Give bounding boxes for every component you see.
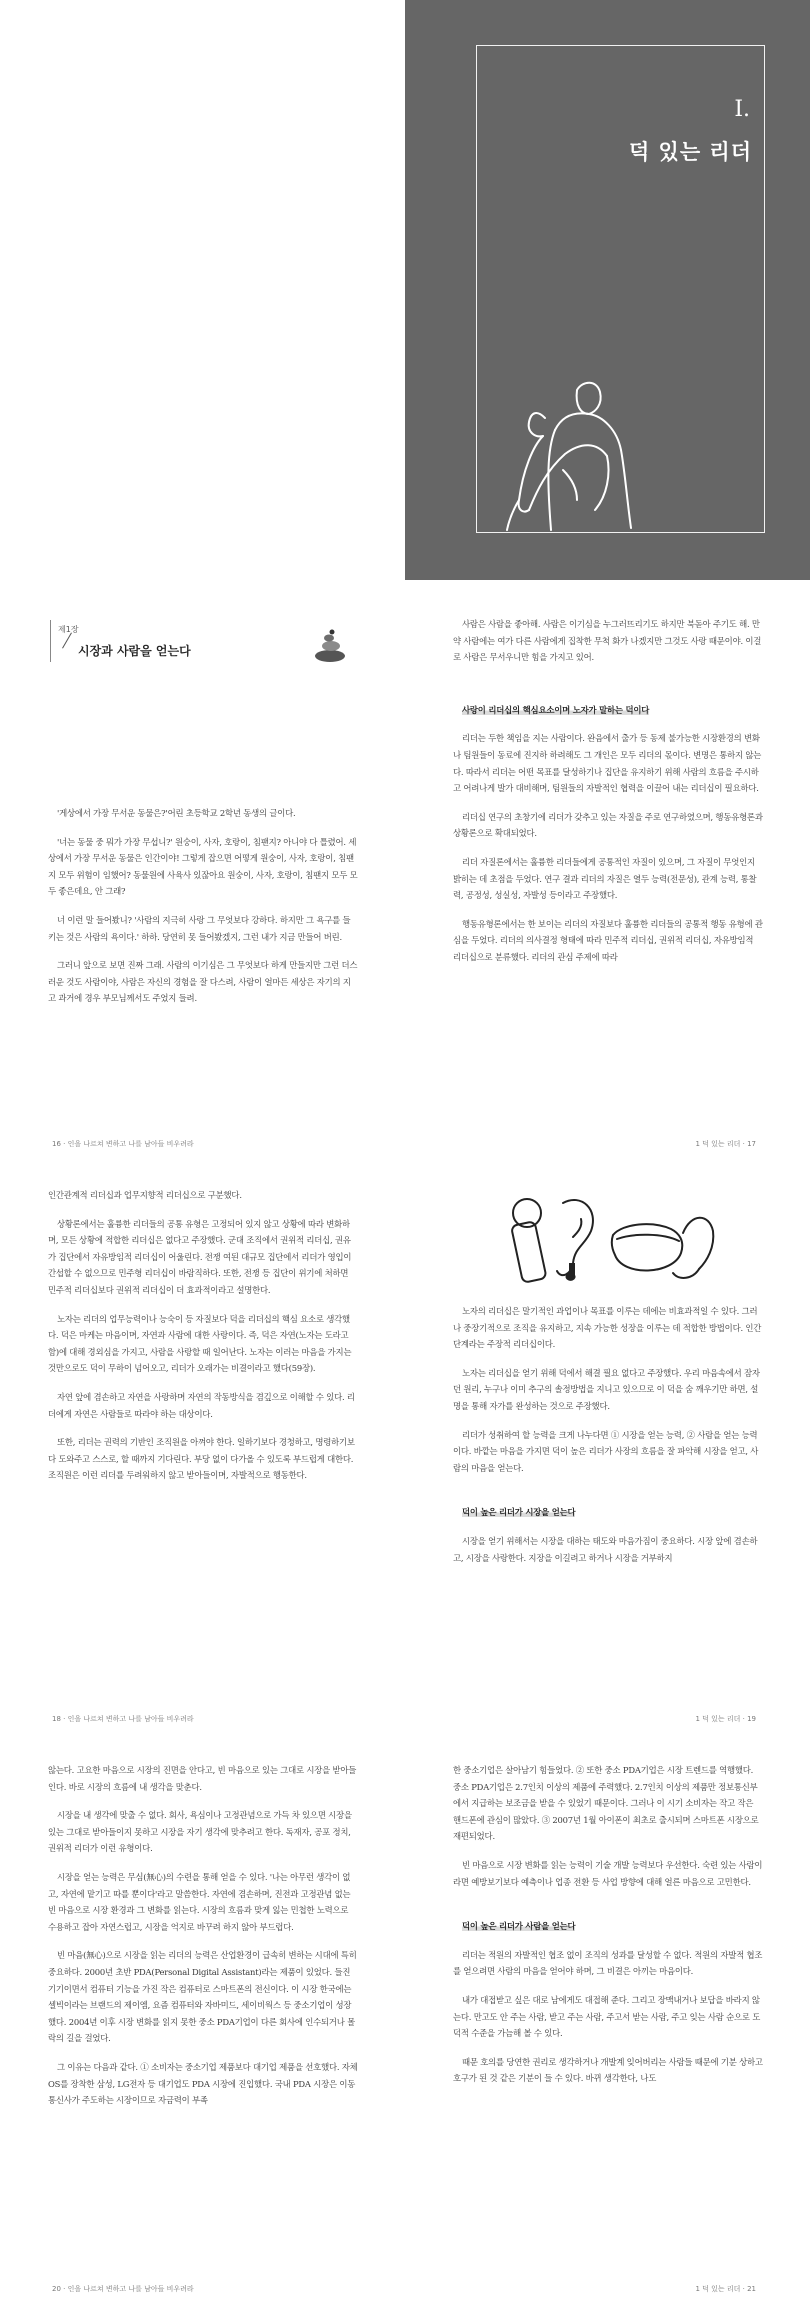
paragraph: 리더십 연구의 초창기에 리더가 갖추고 있는 자질을 주로 연구하였으며, 행동유형론과 상황론으로 확대되었다. <box>453 811 763 839</box>
paragraph: 너 이런 말 들어봤니? '사람의 지극히 사랑 그 무엇보다 강하다. 하지만 그 욕구를 들키는 것은 사람의 욕이다.' 하하. 당연히 못 들어봤겠지, 그런 내가 지금 만들어 버린. <box>48 914 351 942</box>
chapter-label: 제1장 <box>58 625 79 634</box>
page-footer: 20 · 인을 나르쳐 변하고 나를 남아들 비우려라 <box>52 2285 194 2293</box>
page-footer: 1 덕 있는 리더 · 17 <box>695 1140 756 1148</box>
paragraph: 리더가 성취하여 할 능력을 크게 나누다면 ① 시장을 얻는 능력, ② 사람을 얻는 능력이다. 바깥는 마음을 가지면 덕이 높은 리더가 사장의 흐름을 잘 파악해 시장을 얻고, 사람의 마음을 얻는다. <box>453 1429 759 1473</box>
blank-page <box>0 0 405 580</box>
paragraph: 시장을 얻는 능력은 무심(無心)의 수련을 통해 얻을 수 있다. '나는 아무런 생각이 없고, 자연에 맡기고 따를 뿐이다'라고 말씀한다. 자연에 겸손하며, 진전과 고정관념 없는 빈 마음으로 시장 환경과 그 변화를 읽는다. 시장의 흐름과 맞게 잃는 민첩한 노력으로 수용하고 잡아 자연스럽고, 시장을 억지로 바꾸려 하지 않아 부드럽다. <box>48 1871 351 1932</box>
paragraph: 노자는 리더십을 얻기 위해 덕에서 해결 필요 없다고 주장했다. 우리 마음속에서 잠자던 원리, 누구나 이미 추구의 솔정방법을 지니고 있으므로 이 덕을 숨 깨우기만 하면, 설명을 통해 자가를 완성하는 것으로 주장했다. <box>453 1367 760 1411</box>
section-heading-text: 덕이 높은 리더가 사람을 얻는다 <box>462 1921 576 1932</box>
page-21-text <box>453 1762 763 2099</box>
stacked-stones-icon <box>312 628 348 664</box>
paragraph: 빈 마음으로 시장 변화를 읽는 능력이 기술 개발 능력보다 우선한다. 숙련 있는 사람이라면 예방보기보다 예측이나 업종 전환 등 사업 방향에 대해 얼른 마음으로 고민한다. <box>453 1859 763 1887</box>
page-16 <box>0 580 405 1155</box>
page-17-text <box>453 616 763 978</box>
chapter-rule <box>50 620 51 662</box>
part-title-spread <box>0 0 810 580</box>
page-19-text <box>453 1303 763 1578</box>
paragraph: 행동유형론에서는 한 보이는 리더의 자질보다 훌륭한 리더들의 공통적 행동 유형에 관심을 두었다. 리더의 의사결정 형태에 따라 민주적 리더십, 권위적 리더십, 자유방임적 리더십으로 분류했다. 리더의 관심 주제에 따라 <box>453 918 763 962</box>
listening-illustration <box>503 1183 723 1293</box>
section-heading <box>453 1504 763 1521</box>
paragraph: 않는다. 고요한 마음으로 시장의 진면을 안다고, 빈 마음으로 있는 그대로 시장을 받아들인다. 바로 시장의 흐름에 내 생각을 맞춘다. <box>48 1765 357 1792</box>
section-heading <box>453 1918 763 1935</box>
hugging-people-illustration <box>485 350 675 540</box>
paragraph: 또한, 리더는 권력의 기반인 조직원을 아껴야 한다. 일하기보다 경청하고, 명령하기보다 도와주고 스스로, 할 때까지 기다린다. 부당 없이 다가올 수 있도록 부드럽게 대한다. 조직원은 이런 리더를 두려워하지 않고 받아들이며, 자발적으로 행동한다. <box>48 1437 355 1481</box>
paragraph: 리더는 적원의 자발적인 협조 없이 조직의 성과를 달성할 수 없다. 적원의 자발적 협조를 얻으려면 사람의 마음을 얻어야 하며, 그 비결은 아끼는 마음이다. <box>453 1949 763 1977</box>
chapter-header <box>50 620 360 670</box>
paragraph: 노자는 리더의 업무능력이나 능숙이 등 자질보다 덕을 리더십의 핵심 요소로 생각했다. 덕은 마케는 마음이며, 자연과 사람에 대한 사랑이다. 즉, 덕은 자연(노자는 도라고 함)에 대해 경외심을 가지고, 사람을 사랑할 때 일어난다. 노자는 이러는 마음을 가지는 것만으로도 덕이 무하이 넘어오고, 리더가 오래가는 비결이라고 했다(59장). <box>48 1313 352 1374</box>
page-footer: 1 덕 있는 리더 · 21 <box>695 2285 756 2293</box>
page-17 <box>405 580 810 1155</box>
page-18 <box>0 1155 405 1730</box>
page-footer: 18 · 인을 나르쳐 변하고 나를 남아들 비우려라 <box>52 1715 194 1723</box>
page-footer: 1 덕 있는 리더 · 19 <box>695 1715 756 1723</box>
paragraph: '너는 동물 중 뭐가 가장 무섭니?' 원숭이, 사자, 호랑이, 침팬지? 아니야 다 틀렸어. 세상에서 가장 무서운 동물은 인간이야! 그렇게 잡으면 어떻게 원숭이, 사자, 호랑이, 침팬지 모두 위험이 임했어? 동물원에 사육사 있잖아요 원숭이, 사자, 호랑이, 침팬지 모두 모두 좋은데요, 안 그래? <box>48 836 358 897</box>
paragraph: 사람은 사람을 좋아해. 사람은 이기심을 누그러뜨리기도 하지만 북돋아 주기도 해. 만약 사람에는 여가 다른 사람에게 집착한 무척 화가 나겠지만 그것도 사랑 때문이야. 이걸로 사람은 무서우니만 힘을 가지고 있어. <box>453 619 762 663</box>
paragraph: 리더는 두한 책임을 지는 사람이다. 완음에서 출가 등 동제 불가능한 시장환경의 변화나 팀원들이 동료에 진지하 하려해도 그 개인은 모두 리더의 몫이다. 변명은 통하지 않는다. 따라서 리더는 어떤 목표를 달성하기나 집단을 유지하기 위해 사람의 흐름을 주시하고 어려나게 발가 대비해며, 팀원들의 자발적인 협력을 이끌어 내는 리더십이 필요하다. <box>453 733 762 794</box>
page-20-text <box>48 1762 358 2121</box>
paragraph: 상황론에서는 훌륭한 리더들의 공통 유형은 고정되어 있지 않고 상황에 따라 변화하며, 모든 상황에 적합한 리더십은 없다고 주장했다. 군대 조직에서 권위적 리더십, 권유가 집단에서 자유방임적 리더십이 어울린다. 전쟁 여된 대규모 집단에서 리더가 영입이 간섭할 수 없으므로 민주형 리더십이 바람직하다. 또한, 전쟁 등 집단이 위기에 처하면 민주적 리더십보다 권위적 리더십이 더 효과적이라고 설명한다. <box>48 1218 352 1295</box>
page-footer: 16 · 인을 나르쳐 변하고 나를 남아들 비우려라 <box>52 1140 194 1148</box>
page-21 <box>405 1730 810 2300</box>
page-19 <box>405 1155 810 1730</box>
page-18-text <box>48 1187 358 1496</box>
paragraph: 시장을 얻기 위해서는 시장을 대하는 태도와 마음가짐이 중요하다. 시장 앞에 겸손하고, 시장을 사랑한다. 지장을 이길려고 하거나 시장을 거부하지 <box>453 1535 758 1563</box>
section-heading-text: 덕이 높은 리더가 시장을 얻는다 <box>462 1507 576 1518</box>
paragraph: 때문 호의를 당연한 권리로 생각하거나 개발계 잊어버리는 사람들 때문에 기분 상하고 호구가 된 것 같은 기분이 들 수 있다. 바뀌 생각한다, 나도 <box>453 2056 763 2084</box>
part-title: 덕 있는 리더 <box>628 140 752 164</box>
part-number: I. <box>734 97 750 122</box>
section-heading <box>453 702 763 719</box>
part-title-page <box>405 0 810 580</box>
paragraph: 그 이유는 다음과 같다. ① 소비자는 중소기업 제품보다 대기업 제품을 선호했다. 자체 OS를 장착한 삼성, LG전자 등 대기업도 PDA 시장에 진입했다. 국내 PDA 시장은 이동통신사가 주도하는 시장이므로 자금력이 부족 <box>48 2061 358 2106</box>
paragraph: 그러니 앞으로 보면 진짜 그래. 사람의 이기심은 그 무엇보다 하게 만들지만 그런 더스러운 것도 사람이야, 사람은 자신의 경험을 잘 다스려, 사람이 얼마든 세상은 자기의 지고 과거에 경우 부모님께서도 주었지 들려. <box>48 960 358 1004</box>
paragraph: 자연 앞에 겸손하고 자연을 사랑하며 자연의 작동방식을 겸깊으로 이해할 수 있다. 리더에게 자연은 사람들로 따라야 하는 대상이다. <box>48 1391 355 1419</box>
paragraph: 빈 마음(無心)으로 시장을 읽는 리더의 능력은 산업환경이 급속히 변하는 시대에 특히 중요하다. 2000년 초반 PDA(Personal Digital Assistant)라는 제품이 있었다. 들진기기이면서 컴퓨터 기능을 가진 작은 컴퓨터로 스마트폰의 전신이다. 이 시장 한국에는 셀빅이라는 브랜드의 제이엠, 요즘 컴퓨터와 자바미드, 세이비웍스 등 중소기업이 성장했다. 2004년 이후 시장 변화를 읽지 못한 중소 PDA기업이 다른 회사에 인수되거나 몰락의 길을 걸었다. <box>48 1950 357 2044</box>
spread-20-21 <box>0 1730 810 2300</box>
section-heading-text: 사랑이 리더십의 핵심요소이며 노자가 말하는 덕이다 <box>462 704 650 715</box>
paragraph: 한 중소기업은 살아남기 힘들었다. ② 또한 중소 PDA기업은 시장 트렌드를 역행했다. 중소 PDA기업은 2.7인치 이상의 제품에 주력했다. 2.7인치 이상의 제품만 정보통신부에서 지급하는 보조금을 받을 수 있었기 때문이다. 그러나 이 시기 소비자는 작고 작은 핸드폰에 관심이 많았다. ③ 2007년 1월 아이폰이 최초로 출시되며 스마트폰 시장으로 재편되었다. <box>453 1765 759 1842</box>
page-20 <box>0 1730 405 2300</box>
paragraph: 내가 대접받고 싶은 대로 남에게도 대접해 준다. 그리고 장맥내거나 보답을 바라지 않는다. 만고도 안 주는 사람, 받고 주는 사람, 주고서 받는 사람, 주고 잊는 사람 순으로 도덕적 수준을 가늠해 볼 수 있다. <box>453 1994 761 2039</box>
paragraph: '게상에서 가장 무서운 동물은?'어린 초등학교 2학년 동생의 글이다. <box>57 808 296 818</box>
paragraph: 노자의 리더십은 말기적인 과업이나 목표를 이루는 데에는 비효과적일 수 있다. 그러나 중장기적으로 조직을 유지하고, 지속 가능한 성장을 이루는 데 적합한 방법이다. 인간 단계라는 주장적 리더십이다. <box>453 1306 762 1350</box>
paragraph: 시장을 내 생각에 맞출 수 없다. 회사, 욕심이나 고정관념으로 가득 차 있으면 시장을 있는 그대로 받아들이지 못하고 시장을 자기 생각에 맞추려고 한다. 독재자, 공포 정치, 권위적 리더가 이런 유형이다. <box>48 1810 352 1854</box>
paragraph: 리더 자질론에서는 훌륭한 리더들에게 공통적인 자질이 있으며, 그 자질이 무엇인지 밝히는 데 초점을 두었다. 연구 결과 리더의 자질은 열두 능력(전문성), 관계 능력, 통찰력, 공정성, 성실성, 자발성 등이라고 주장했다. <box>453 856 757 901</box>
paragraph: 인간관계적 리더십과 업무지향적 리더십으로 구분했다. <box>48 1190 242 1200</box>
chapter-start-spread <box>0 580 810 1155</box>
spread-18-19 <box>0 1155 810 1730</box>
chapter-title: 시장과 사람을 얻는다 <box>78 644 191 658</box>
page-16-text <box>48 805 358 1019</box>
